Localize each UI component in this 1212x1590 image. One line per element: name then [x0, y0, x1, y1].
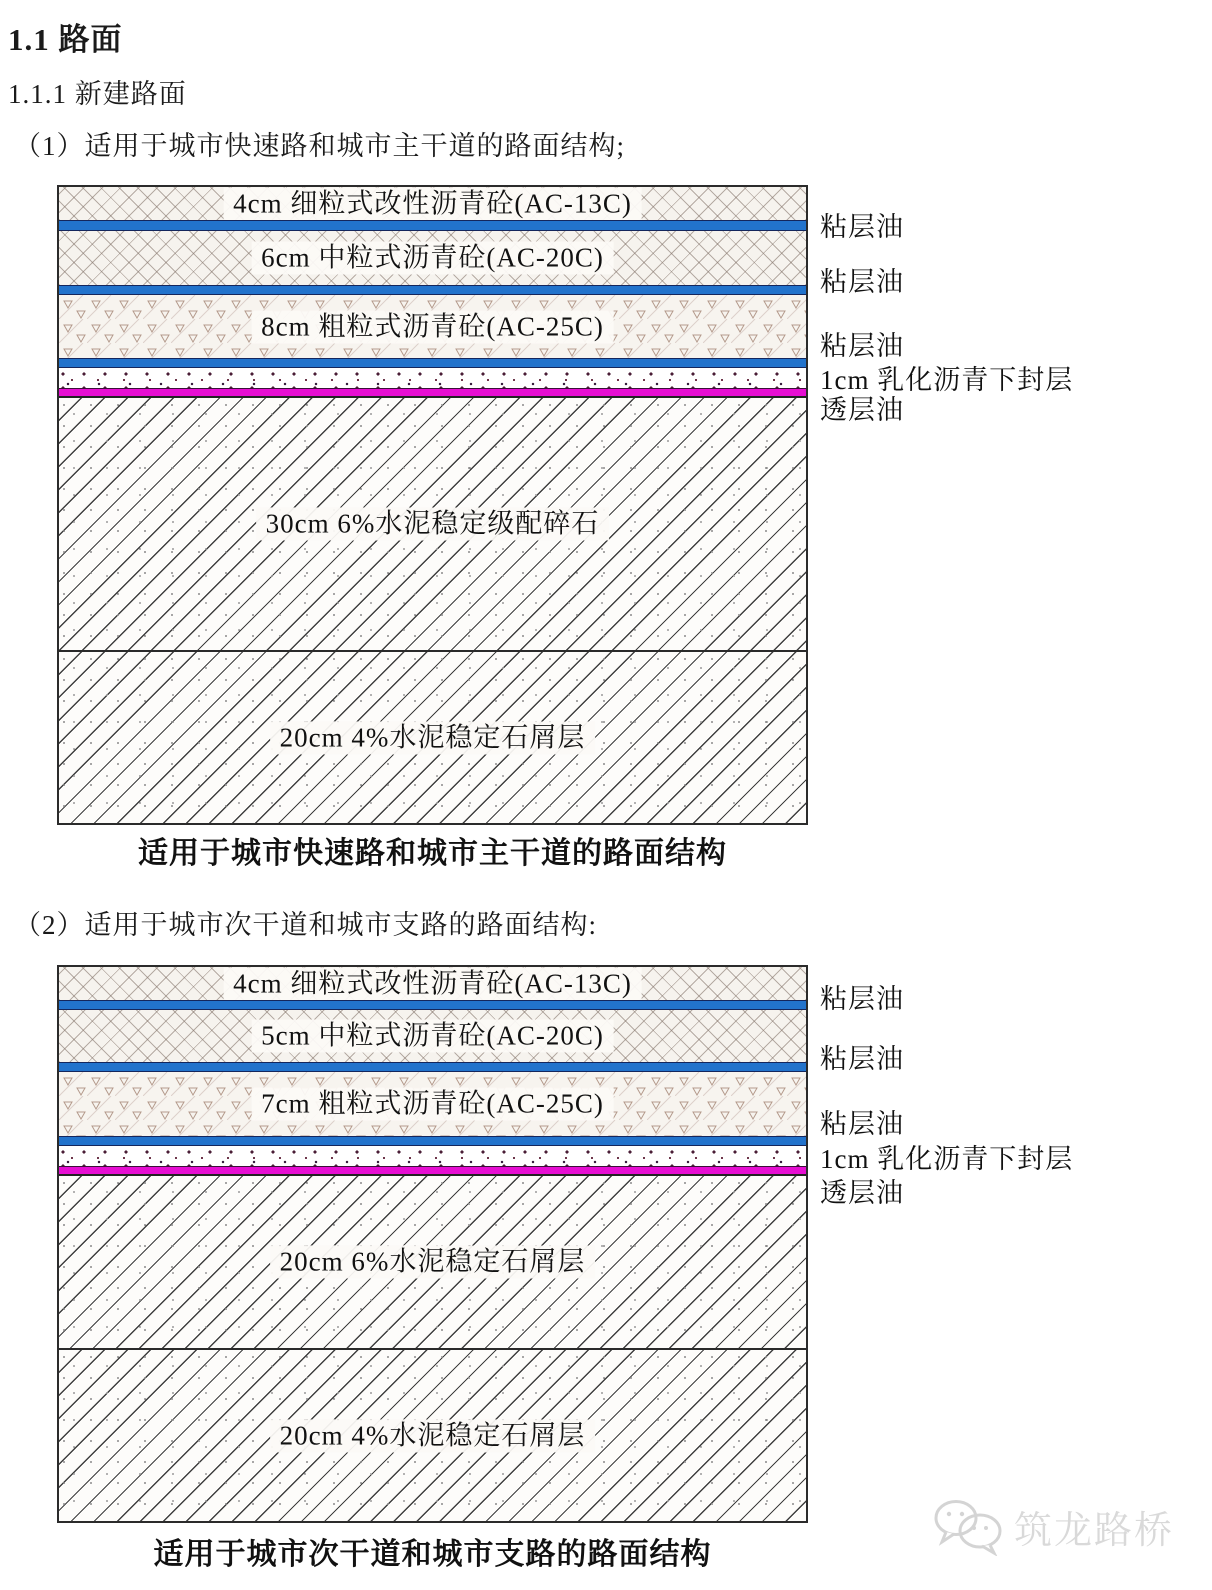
watermark-text: 筑龙路桥 — [1014, 1509, 1175, 1552]
section-1-heading: （1）适用于城市快速路和城市主干道的路面结构; — [14, 131, 626, 161]
diagram-1-caption: 适用于城市快速路和城市主干道的路面结构 — [138, 837, 727, 870]
layer-label: 20cm 4%水泥稳定石屑层 — [270, 721, 596, 754]
side-label-tack-coat: 粘层油 — [820, 1109, 904, 1139]
prime-coat-band — [59, 1166, 806, 1176]
section-2-heading: （2）适用于城市次干道和城市支路的路面结构: — [14, 910, 598, 940]
layer-ac25c — [59, 295, 806, 358]
layer-label: 4cm 细粒式改性沥青砼(AC-13C) — [223, 187, 642, 220]
tack-coat-band — [59, 1062, 806, 1072]
tack-coat-band — [59, 220, 806, 231]
layer-label: 7cm 粗粒式沥青砼(AC-25C) — [251, 1087, 614, 1120]
side-label-tack-coat: 粘层油 — [820, 212, 904, 242]
page-title: 1.1 路面 — [8, 22, 123, 57]
diagram-2-caption: 适用于城市次干道和城市支路的路面结构 — [153, 1538, 712, 1571]
side-label-prime-coat: 透层油 — [820, 1178, 904, 1208]
layer-label: 4cm 细粒式改性沥青砼(AC-13C) — [223, 967, 642, 1000]
layer-cement-chips-4pct — [59, 1348, 806, 1521]
layer-cement-graded-gravel — [59, 398, 806, 650]
prime-coat-band — [59, 388, 806, 398]
layer-label: 20cm 4%水泥稳定石屑层 — [270, 1419, 596, 1452]
tack-coat-band — [59, 285, 806, 295]
side-label-prime-coat: 透层油 — [820, 395, 904, 425]
tack-coat-band — [59, 358, 806, 368]
layer-label: 8cm 粗粒式沥青砼(AC-25C) — [251, 310, 614, 343]
watermark — [932, 1496, 1174, 1556]
layer-ac20c — [59, 1010, 806, 1062]
side-label-tack-coat: 粘层油 — [820, 267, 904, 297]
tack-coat-band — [59, 1136, 806, 1146]
page-subtitle: 1.1.1 新建路面 — [8, 79, 187, 109]
layer-ac13c — [59, 187, 806, 220]
pavement-diagram-secondary — [57, 965, 808, 1523]
layer-cement-chips-6pct — [59, 1176, 806, 1348]
pavement-diagram-expressway — [57, 185, 808, 825]
side-label-seal-coat: 1cm 乳化沥青下封层 — [820, 1144, 1074, 1174]
side-label-seal-coat: 1cm 乳化沥青下封层 — [820, 365, 1074, 395]
side-label-tack-coat: 粘层油 — [820, 1044, 904, 1074]
seal-coat-layer — [59, 1146, 806, 1166]
layer-label: 20cm 6%水泥稳定石屑层 — [270, 1245, 596, 1278]
layer-ac13c — [59, 967, 806, 1000]
side-label-tack-coat: 粘层油 — [820, 331, 904, 361]
layer-cement-chips — [59, 650, 806, 823]
layer-label: 5cm 中粒式沥青砼(AC-20C) — [251, 1019, 614, 1052]
layer-label: 6cm 中粒式沥青砼(AC-20C) — [251, 241, 614, 274]
layer-ac20c — [59, 231, 806, 285]
layer-ac25c — [59, 1072, 806, 1136]
seal-coat-layer — [59, 368, 806, 388]
chat-bubbles-icon — [932, 1496, 1006, 1556]
side-label-tack-coat: 粘层油 — [820, 984, 904, 1014]
layer-label: 30cm 6%水泥稳定级配碎石 — [256, 507, 610, 540]
tack-coat-band — [59, 1000, 806, 1010]
